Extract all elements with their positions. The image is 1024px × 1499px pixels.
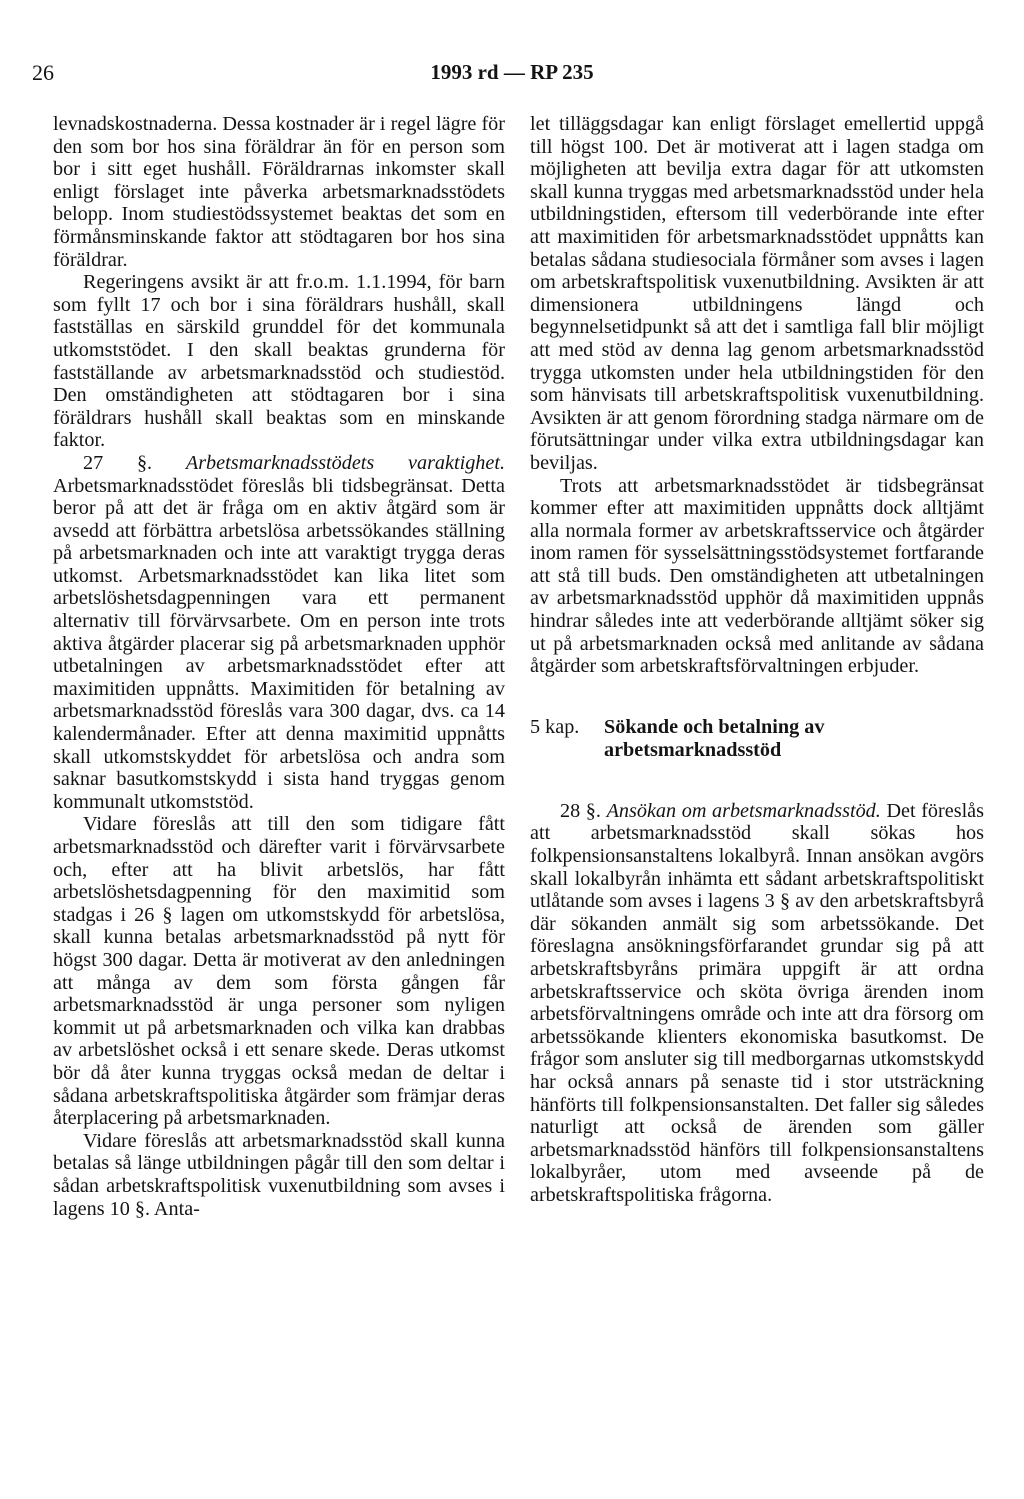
paragraph: let tilläggsdagar kan enligt förslaget emellertid uppgå till högst 100. Det är motiverat att i lagen stadga om möjligheten att bevilja extra dagar för att utkomsten skall kunna tryggas med arbetsmarknadsstöd under hela utbildningstiden, eftersom till vederbörande inte efter att maximitiden för arbetsmarknadsstödet uppnåtts kan betalas sådana studiesociala förmåner som avses i lagen om arbetskraftspolitisk vuxenutbildning. Avsikten är att dimensionera utbildningens längd och begynnelsetidpunkt så att det i samtliga fall blir möjligt att med stöd av denna lag genom arbetsmarknadsstöd trygga utkomsten under hela utbildningstiden för den som hänvisats till arbetskraftspolitisk vuxenutbildning. Avsikten är att genom förordning stadga närmare om de förutsättningar under vilka extra utbildningsdagar kan beviljas. [530, 113, 984, 474]
paragraph: Vidare föreslås att arbetsmarknadsstöd skall kunna betalas så länge utbildningen pågår till den som deltar i sådan arbetskraftspolitisk vuxenutbildning som avses i lagens 10 §. Anta- [53, 1129, 505, 1220]
paragraph: Regeringens avsikt är att fr.o.m. 1.1.1994, för barn som fyllt 17 och bor i sina föräldrars hushåll, skall fastställas en särskild grunddel för det kommunala utkomststödet. I den skall beaktas grunderna för fastställande av arbetsmarknadsstöd och studiestöd. Den omständigheten att stödtagaren bor i sina föräldrars hushåll skall beaktas som en minskande faktor. [53, 271, 505, 452]
section-number: 28 §. [560, 799, 601, 822]
paragraph [53, 452, 505, 814]
section-title: Ansökan om arbetsmarknadsstöd. [606, 799, 881, 822]
running-head: 1993 rd — RP 235 [430, 60, 594, 84]
left-column [53, 113, 505, 1220]
section-title: Arbetsmarknadsstödets varaktighet. [185, 451, 506, 474]
paragraph [530, 800, 984, 1207]
paragraph: Vidare föreslås att till den som tidigare fått arbetsmarknadsstöd och därefter varit i förvärvsarbete och, efter att ha blivit arbetslös, har fått arbetslöshetsdagpenning för den maximitid som stadgas i 26 § lagen om utkomstskydd för arbetslösa, skall kunna betalas arbetsmarknadsstöd på nytt för högst 300 dagar. Detta är motiverat av den anledningen att många av dem som första gången får arbetsmarknadsstöd är unga personer som nyligen kommit ut på arbetsmarknaden och vilka kan drabbas av arbetslöshet också i ett senare skede. Deras utkomst bör då åter kunna tryggas också medan de deltar i sådana arbetskraftspolitiska åtgärder som främjar deras återplacering på arbetsmarknaden. [53, 813, 505, 1130]
chapter-number: 5 kap. [530, 715, 580, 738]
page-number: 26 [32, 60, 54, 85]
section-text: Det föreslås att arbetsmarknadsstöd skall sökas hos folkpensionsanstaltens lokalbyrå. Innan ansökan avgörs skall lokalbyrån inhämta ett sådant arbetskraftspolitiskt utlåtande som avses i lagens 3 § av den arbetskraftsbyrå där sökanden anmält sig som arbetssökande. Det föreslagna ansökningsförfarandet grundar sig på att arbetskraftsbyråns primära uppgift är att ordna arbetskraftsservice och sköta övriga ärenden inom arbetsförvaltningens område och inte att dra försorg om arbetssökande klienters ekonomiska basutkomst. De frågor som ansluter sig till medborgarnas utkomstskydd har också annars på senaste tid i stor utsträckning hänförts till folkpensionsanstalten. Det faller sig således naturligt att också de ärenden som gäller arbetsmarknadsstöd hänförs till folkpensionsanstaltens lokalbyråer, utom med avseende på de arbetskraftspolitiska frågorna. [530, 799, 984, 1206]
paragraph: Trots att arbetsmarknadsstödet är tidsbegränsat kommer efter att maximitiden uppnåtts dock alltjämt alla normala former av arbetskraftsservice och åtgärder inom ramen för sysselsättningsstödsystemet fortfarande att stå till buds. Den omständigheten att utbetalningen av arbetsmarknadsstöd upphör då maximitiden uppnås hindrar således inte att vederbörande alltjämt söker sig ut på arbetsmarknaden också med anlitande av sådana åtgärder som arbetskraftsförvaltningen erbjuder. [530, 474, 984, 678]
chapter-heading [530, 716, 984, 762]
right-column [530, 113, 984, 1207]
section-number: 27 §. [83, 451, 153, 474]
section-text: Arbetsmarknadsstödet föreslås bli tidsbegränsat. Detta beror på att det är fråga om en aktiv åtgärd som är avsedd att förbättra arbetslösa arbetssökandes ställning på arbetsmarknaden och inte att varaktigt trygga deras utkomst. Arbetsmarknadsstödet kan lika litet som arbetslöshetsdagpenningen vara ett permanent alternativ till förvärvsarbete. Om en person inte trots aktiva åtgärder placerar sig på arbetsmarknaden upphör utbetalningen av arbetsmarknadsstödet efter att maximitiden uppnåtts. Maximitiden för betalning av arbetsmarknadsstöd föreslås vara 300 dagar, dvs. ca 14 kalendermånader. Efter att denna maximitid uppnåtts skall utkomstskyddet för arbetslösa och andra som saknar basutkomstskydd i sista hand tryggas genom kommunalt utkomststöd. [53, 474, 505, 813]
paragraph: levnadskostnaderna. Dessa kostnader är i regel lägre för den som bor hos sina föräldrar än för en person som bor i sitt eget hushåll. Föräldrarnas inkomster skall enligt förslaget inte påverka arbetsmarknadsstödets belopp. Inom studiestödssystemet beaktas det som en förmånsminskande faktor att stödtagaren bor hos sina föräldrar. [53, 113, 505, 271]
chapter-title: Sökande och betalning av arbetsmarknadsstöd [604, 715, 825, 761]
